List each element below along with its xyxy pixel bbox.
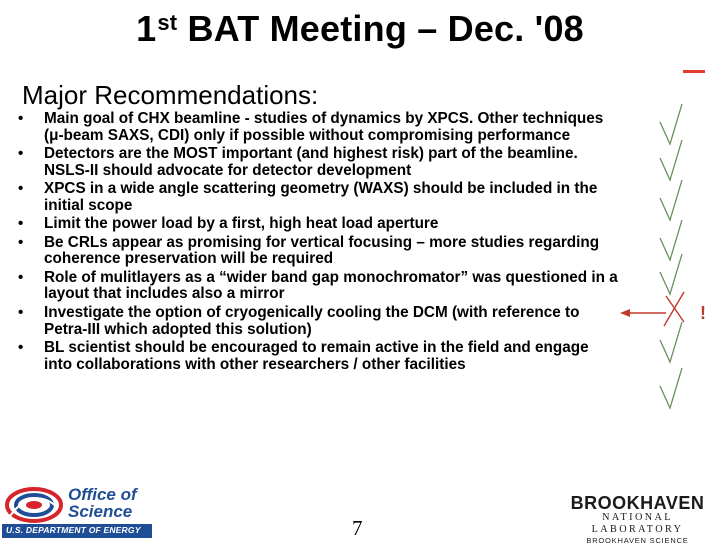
list-item-text: Be CRLs appear as promising for vertical focusing – more studies regarding coherence preservation will be required bbox=[44, 233, 600, 268]
check-icon bbox=[660, 140, 682, 180]
list-item bbox=[18, 270, 618, 303]
bullet-icon: • bbox=[18, 110, 24, 127]
recommendations-list bbox=[18, 111, 618, 375]
list-item bbox=[18, 111, 618, 144]
list-item-text: Investigate the option of cryogenically cooling the DCM (with reference to Petra-III which adopted this solution) bbox=[44, 303, 580, 338]
check-icon bbox=[660, 254, 682, 294]
bullet-icon: • bbox=[18, 215, 24, 233]
list-item-text: XPCS in a wide angle scattering geometry (WAXS) should be included in the initial scope bbox=[44, 180, 598, 214]
brookhaven-logo bbox=[560, 493, 715, 545]
list-item-text: Limit the power load by a first, high heat load aperture bbox=[44, 215, 439, 233]
list-item bbox=[18, 340, 618, 373]
page-number: 7 bbox=[352, 516, 363, 540]
section-heading: Major Recommendations: bbox=[22, 80, 319, 110]
bullet-icon: • bbox=[18, 303, 24, 321]
doe-office-text: Office of bbox=[68, 485, 137, 504]
bnl-name: BROOKHAVEN bbox=[570, 493, 705, 513]
exclamation-mark: ! bbox=[700, 303, 706, 323]
list-item-text: Main goal of CHX beamline - studies of dynamics by XPCS. Other techniques (μ-beam SAXS, CDI) only if possible without compromising performance bbox=[44, 110, 604, 144]
list-item bbox=[18, 235, 618, 268]
red-arrow-icon bbox=[618, 300, 718, 330]
list-item bbox=[18, 305, 618, 338]
list-item bbox=[18, 181, 618, 214]
title-number: 1 bbox=[136, 8, 157, 49]
list-item bbox=[18, 146, 618, 179]
check-icon bbox=[660, 180, 682, 220]
list-item-text: Role of mulitlayers as a “wider band gap monochromator” was questioned in a layout that includes also a mirror bbox=[44, 268, 618, 303]
slide-title bbox=[0, 8, 720, 50]
check-icon bbox=[660, 104, 682, 144]
bullet-icon: • bbox=[18, 180, 24, 198]
check-icon bbox=[660, 220, 682, 260]
annotation-marks-svg bbox=[640, 100, 720, 420]
bullet-icon: • bbox=[18, 233, 24, 251]
bullet-icon: • bbox=[18, 338, 24, 356]
bnl-science-text: BROOKHAVEN SCIENCE bbox=[586, 536, 689, 545]
list-item-text: Detectors are the MOST important (and highest risk) part of the beamline. NSLS-II should advocate for detector development bbox=[44, 145, 578, 179]
bullet-icon: • bbox=[18, 268, 24, 286]
red-accent-line bbox=[683, 70, 705, 73]
check-icon bbox=[660, 368, 682, 408]
title-text: BAT Meeting – Dec. '08 bbox=[177, 8, 584, 49]
annotation-marks bbox=[640, 100, 720, 420]
doe-caption: U.S. DEPARTMENT OF ENERGY bbox=[6, 525, 141, 535]
bullet-icon: • bbox=[18, 145, 24, 163]
doe-emblem-icon bbox=[4, 486, 64, 524]
doe-science-text: Science bbox=[68, 502, 133, 521]
title-superscript: st bbox=[157, 10, 178, 35]
doe-office-of-science-logo bbox=[2, 484, 152, 538]
bnl-lab-text: NATIONAL LABORATORY bbox=[591, 512, 684, 535]
list-item bbox=[18, 216, 618, 233]
list-item-text: BL scientist should be encouraged to remain active in the field and engage into collaborations with other researchers / other facilities bbox=[44, 338, 589, 373]
